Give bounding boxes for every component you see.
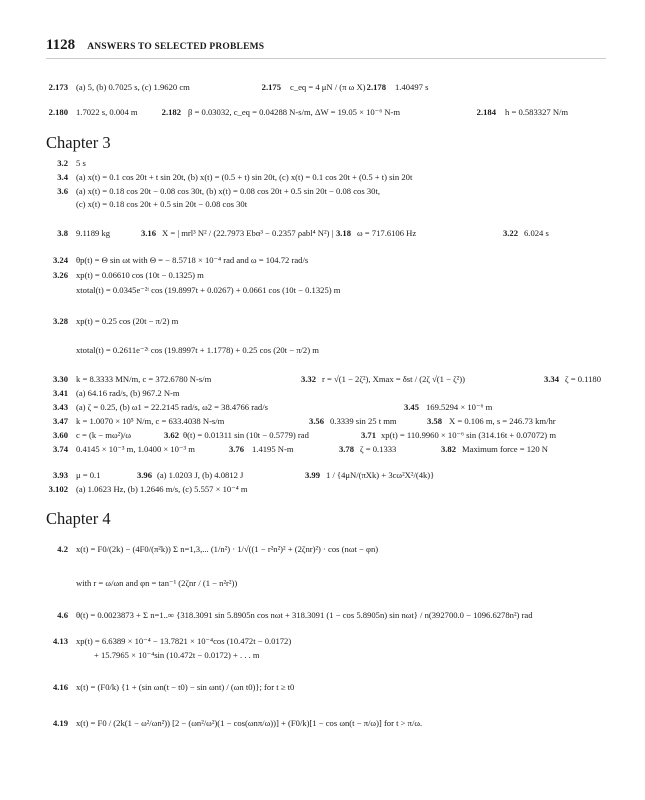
answer-number: 4.13 bbox=[52, 636, 68, 646]
answer-text: 5 s bbox=[76, 158, 86, 168]
answer-number: 2.175 bbox=[261, 82, 281, 92]
answer-number: 3.16 bbox=[140, 228, 156, 238]
answer-text: (a) ζ = 0.25, (b) ω1 = 22.2145 rad/s, ω2 = 38.4766 rad/s bbox=[76, 402, 268, 412]
answer-number: 3.76 bbox=[228, 444, 244, 454]
answer-text: (a) 1.0623 Hz, (b) 1.2646 m/s, (c) 5.557 × 10⁻⁴ m bbox=[76, 484, 248, 494]
answer-text: β = 0.03032, c_eq = 0.04288 N-s/m, ΔW = 19.05 × 10⁻⁶ N-m bbox=[188, 107, 401, 117]
answer-text: x(t) = (F0/k) {1 + (sin ωn(t − t0) − sin ωnt) / (ωn t0)}; for t ≥ t0 bbox=[76, 682, 295, 692]
answer-number: 3.24 bbox=[52, 255, 68, 265]
answer-text: 1.7022 s, 0.004 m bbox=[76, 107, 138, 117]
chapter-heading: Chapter 3 bbox=[46, 133, 111, 152]
answer-text: xp(t) = 0.25 cos (20t − π/2) m bbox=[76, 316, 179, 326]
answer-number: 2.173 bbox=[48, 82, 68, 92]
answer-number: 3.45 bbox=[403, 402, 419, 412]
answer-text: 169.5294 × 10⁻⁶ m bbox=[426, 402, 493, 412]
answer-text: r = √(1 − 2ζ²), Xmax = δst / (2ζ √(1 − ζ²)) bbox=[322, 374, 465, 384]
answer-number: 3.2 bbox=[57, 158, 68, 168]
answer-number: 3.28 bbox=[52, 316, 68, 326]
answer-number: 3.74 bbox=[52, 444, 68, 454]
running-title: ANSWERS TO SELECTED PROBLEMS bbox=[87, 42, 265, 52]
answer-number: 3.32 bbox=[300, 374, 316, 384]
answer-number: 3.60 bbox=[52, 430, 68, 440]
answer-text: xtotal(t) = 0.2611e⁻²ᵗ cos (19.8997t + 1.1778) + 0.25 cos (20t − π/2) m bbox=[76, 345, 319, 355]
answer-text: (a) 5, (b) 0.7025 s, (c) 1.9620 cm bbox=[76, 82, 190, 92]
answer-number: 3.26 bbox=[52, 270, 68, 280]
answer-text: 0.3339 sin 25 t mm bbox=[330, 416, 397, 426]
page-header bbox=[46, 36, 264, 54]
answer-text: c_eq = 4 μN / (π ω X) bbox=[290, 82, 366, 92]
answer-number: 3.93 bbox=[52, 470, 68, 480]
answer-number: 3.96 bbox=[136, 470, 152, 480]
answer-number: 3.102 bbox=[48, 484, 68, 494]
answer-text: c = (k − mω²)/ω bbox=[76, 430, 132, 440]
answer-number: 3.18 bbox=[335, 228, 351, 238]
answer-number: 3.71 bbox=[360, 430, 376, 440]
answer-text: (a) x(t) = 0.18 cos 20t − 0.08 cos 30t, (b) x(t) = 0.08 cos 20t + 0.5 sin 20t − 0.08 cos 30t, bbox=[76, 186, 380, 196]
answer-text: 1 / {4μN/(πXk) + 3cω²X²/(4k)} bbox=[326, 470, 435, 480]
answer-number: 3.8 bbox=[57, 228, 68, 238]
answer-number: 4.19 bbox=[52, 718, 68, 728]
answer-text: xp(t) = 0.06610 cos (10t − 0.1325) m bbox=[76, 270, 204, 280]
answer-text: xtotal(t) = 0.0345e⁻²ᵗ cos (19.8997t + 0.0267) + 0.0661 cos (10t − 0.1325) m bbox=[76, 285, 341, 295]
answer-text: (a) x(t) = 0.1 cos 20t + t sin 20t, (b) x(t) = (0.5 + t) sin 20t, (c) x(t) = 0.1 cos 20t + (0.5 + t) sin 20t bbox=[76, 172, 413, 182]
answer-text: μ = 0.1 bbox=[76, 470, 101, 480]
header-rule bbox=[46, 58, 606, 59]
answer-number: 3.58 bbox=[426, 416, 442, 426]
page-number: 1128 bbox=[46, 37, 76, 53]
answer-number: 3.56 bbox=[308, 416, 324, 426]
answer-number: 2.182 bbox=[161, 107, 181, 117]
answer-text: θ(t) = 0.01311 sin (10t − 0.5779) rad bbox=[183, 430, 309, 440]
answer-text: x(t) = F0/(2k) − (4F0/(π²k)) Σ n=1,3,... (1/n²) · 1/√((1 − r²n²)² + (2ζnr)²) · cos (nωt − φn) bbox=[76, 544, 379, 554]
answer-text: θp(t) = Θ sin ωt with Θ = − 8.5718 × 10⁻⁴ rad and ω = 104.72 rad/s bbox=[76, 255, 309, 265]
answer-text: with r = ω/ωn and φn = tan⁻¹ (2ζnr / (1 − n²r²)) bbox=[76, 578, 238, 588]
answer-number: 4.16 bbox=[52, 682, 68, 692]
answer-text: X = | mrl³ N² / (22.7973 Ebα³ − 0.2357 ρabl⁴ N²) | bbox=[162, 228, 334, 238]
answer-number: 3.34 bbox=[543, 374, 559, 384]
answer-text: 1.4195 N-m bbox=[252, 444, 294, 454]
answer-number: 3.43 bbox=[52, 402, 68, 412]
answer-text: (a) 64.16 rad/s, (b) 967.2 N-m bbox=[76, 388, 180, 398]
answer-number: 3.47 bbox=[52, 416, 68, 426]
answer-number: 2.180 bbox=[48, 107, 68, 117]
answer-text: k = 8.3333 MN/m, c = 372.6780 N-s/m bbox=[76, 374, 212, 384]
answer-text: 6.024 s bbox=[524, 228, 549, 238]
answer-text: + 15.7965 × 10⁻⁴sin (10.472t − 0.0172) + . . . m bbox=[94, 650, 260, 660]
answer-number: 3.4 bbox=[57, 172, 68, 182]
answer-text: (c) x(t) = 0.18 cos 20t + 0.5 sin 20t − 0.08 cos 30t bbox=[76, 199, 248, 209]
answer-number: 4.6 bbox=[57, 610, 68, 620]
answer-number: 3.82 bbox=[440, 444, 456, 454]
answer-text: (a) 1.0203 J, (b) 4.0812 J bbox=[157, 470, 244, 480]
answer-text: ω = 717.6106 Hz bbox=[357, 228, 417, 238]
answer-text: ζ = 0.1333 bbox=[360, 444, 397, 454]
answer-text: ζ = 0.1180 bbox=[565, 374, 602, 384]
answer-text: Maximum force = 120 N bbox=[462, 444, 548, 454]
answer-number: 3.62 bbox=[163, 430, 179, 440]
answer-number: 4.2 bbox=[57, 544, 68, 554]
answer-number: 3.41 bbox=[52, 388, 68, 398]
answer-text: 1.40497 s bbox=[395, 82, 429, 92]
answer-text: 9.1189 kg bbox=[76, 228, 111, 238]
chapter-heading: Chapter 4 bbox=[46, 509, 111, 528]
answer-number: 3.6 bbox=[57, 186, 68, 196]
answer-text: xp(t) = 6.6389 × 10⁻⁴ − 13.7821 × 10⁻⁴cos (10.472t − 0.0172) bbox=[76, 636, 292, 646]
answer-number: 3.30 bbox=[52, 374, 68, 384]
answer-number: 2.178 bbox=[366, 82, 386, 92]
answer-number: 3.78 bbox=[338, 444, 354, 454]
answer-text: x(t) = F0 / (2k(1 − ω²/ωn²)) [2 − (ωn²/ω²)(1 − cos(ωnπ/ω))] + (F0/k)[1 − cos ωn(t − π/ω)] for t > π/ω. bbox=[76, 718, 423, 728]
answer-text: k = 1.0070 × 10⁵ N/m, c = 633.4038 N-s/m bbox=[76, 416, 225, 426]
answer-number: 3.99 bbox=[304, 470, 320, 480]
answer-text: 0.4145 × 10⁻³ m, 1.0400 × 10⁻³ m bbox=[76, 444, 195, 454]
answer-text: θ(t) = 0.0023873 + Σ n=1..∞ {318.3091 sin 5.8905n cos nωt + 318.3091 (1 − cos 5.8905n) sin nωt} / n(392700.0 − 1096.6278n²) rad bbox=[76, 610, 533, 620]
answer-text: xp(t) = 110.9960 × 10⁻⁶ sin (314.16t + 0.07072) m bbox=[381, 430, 557, 440]
answer-text: h = 0.583327 N/m bbox=[505, 107, 569, 117]
answer-number: 2.184 bbox=[476, 107, 496, 117]
answer-number: 3.22 bbox=[502, 228, 518, 238]
answer-text: X = 0.106 m, s = 246.73 km/hr bbox=[449, 416, 556, 426]
